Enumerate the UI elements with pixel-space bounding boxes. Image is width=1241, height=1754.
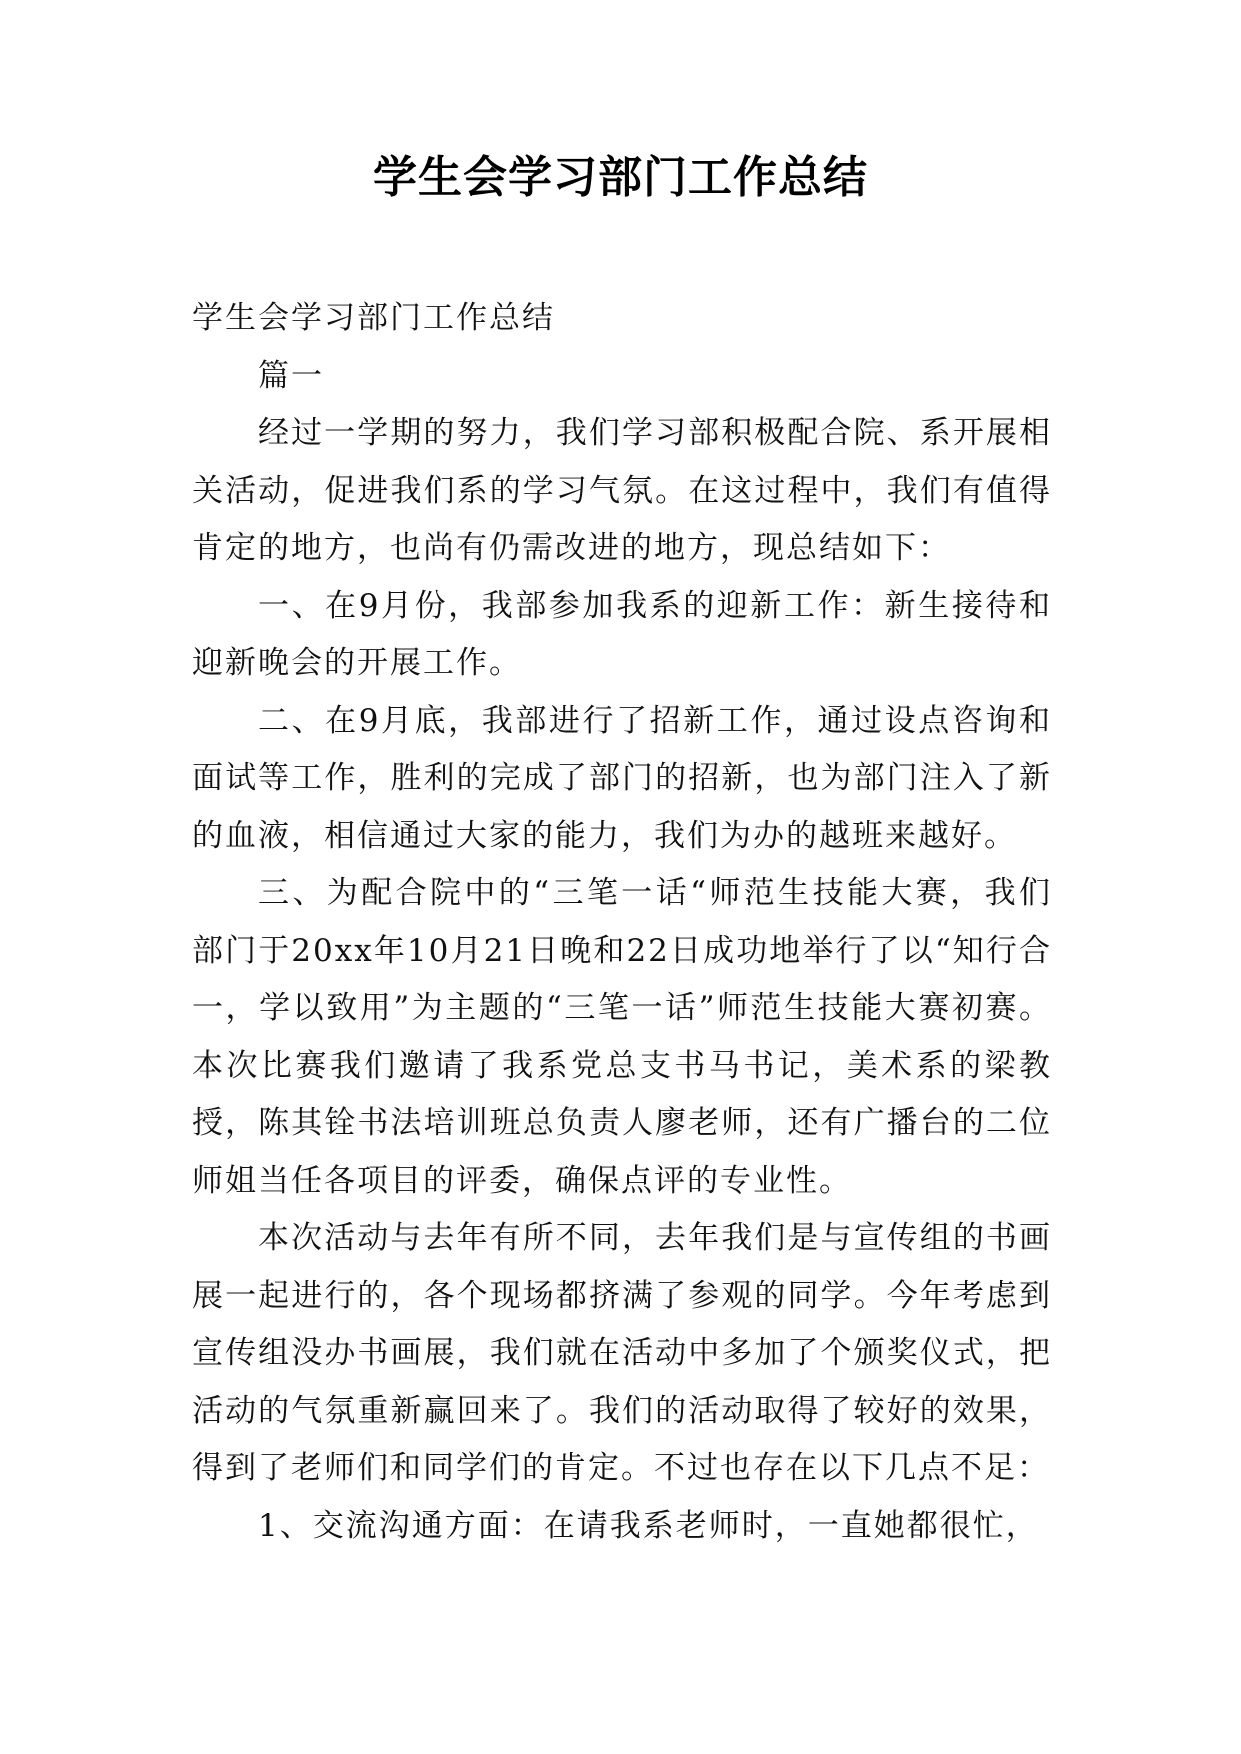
paragraph-shortcoming-1: 1、交流沟通方面：在请我系老师时，一直她都很忙， — [258, 1507, 1039, 1544]
document-body — [192, 290, 1052, 1555]
section-heading: 篇一 — [258, 357, 324, 394]
paragraph-activity: 本次活动与去年有所不同，去年我们是与宣传组的书画展一起进行的，各个现场都挤满了参观的同学。今年考虑到宣传组没办书画展，我们就在活动中多加了个颁奖仪式，把活动的气氛重新赢回来了。我们的活动取得了较好的效果，得到了老师们和同学们的肯定。不过也存在以下几点不足： — [192, 1220, 1052, 1486]
paragraph-item-1: 一、在9月份，我部参加我系的迎新工作：新生接待和迎新晚会的开展工作。 — [192, 587, 1052, 681]
subtitle-line: 学生会学习部门工作总结 — [192, 300, 555, 336]
paragraph-intro: 经过一学期的努力，我们学习部积极配合院、系开展相关活动，促进我们系的学习气氛。在这过程中，我们有值得肯定的地方，也尚有仍需改进的地方，现总结如下： — [192, 415, 1052, 566]
paragraph-item-3: 三、为配合院中的“三笔一话“师范生技能大赛，我们部门于20xx年10月21日晚和22日成功地举行了以“知行合一，学以致用”为主题的“三笔一话”师范生技能大赛初赛。本次比赛我们邀请了我系党总支书马书记，美术系的梁教授，陈其铨书法培训班总负责人廖老师，还有广播台的二位师姐当任各项目的评委，确保点评的专业性。 — [192, 875, 1052, 1199]
paragraph-item-2: 二、在9月底，我部进行了招新工作，通过设点咨询和面试等工作，胜利的完成了部门的招新，也为部门注入了新的血液，相信通过大家的能力，我们为办的越班来越好。 — [192, 702, 1052, 854]
document-title: 学生会学习部门工作总结 — [373, 152, 868, 203]
